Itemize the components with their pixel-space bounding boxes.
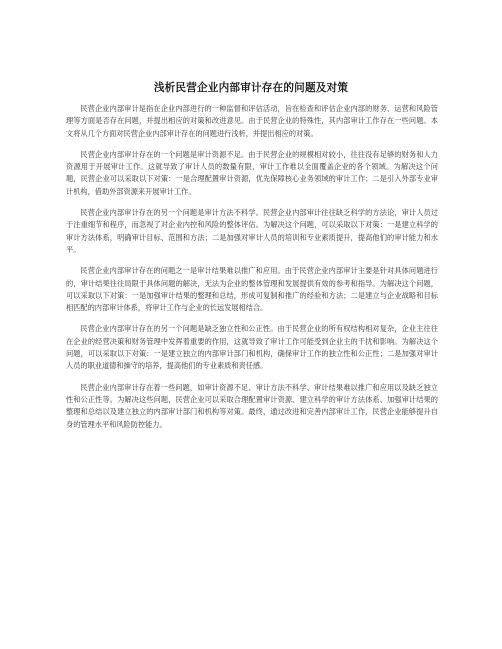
paragraph-audit-resources: 民营企业内部审计存在的一个问题是审计资源不足。由于民营企业的规模相对较小，往往没有足够的财务和人力资源用于开展审计工作。这就导致了审计人员的数量有限，审计工作难以全面覆盖企业的各个领域。为解决这个问题，民营企业可以采取以下对策：一是合理配置审计资源，优先保障核心业务领域的审计工作；二是引入外部专业审计机构，借助外部资源来开展审计工作。 bbox=[66, 149, 438, 196]
document-title: 浅析民营企业内部审计存在的问题及对策 bbox=[153, 82, 349, 94]
document-body bbox=[66, 103, 438, 440]
paragraph-audit-results: 民营企业内部审计存在的问题之一是审计结果难以推广和应用。由于民营企业内部审计主要是针对具体问题进行的，审计结果往往局限于具体问题的解决，无法为企业的整体管理和发展提供有效的参考和指导。为解决这个问题，可以采取以下对策：一是加强审计结果的整理和总结，形成可复制和推广的经验和方法；二是建立与企业战略和目标相匹配的内部审计体系，将审计工作与企业的长远发展相结合。 bbox=[66, 266, 438, 313]
paragraph-independence: 民营企业内部审计存在的另一个问题是缺乏独立性和公正性。由于民营企业的所有权结构相对复杂，企业主往往在企业的经营决策和财务管理中发挥着重要的作用，这就导致了审计工作可能受到企业主的干扰和影响。为解决这个问题，可以采取以下对策：一是建立独立的内部审计部门和机构，确保审计工作的独立性和公正性；二是加强对审计人员的职业道德和操守的培养，提高他们的专业素质和责任感。 bbox=[66, 324, 438, 371]
paragraph-conclusion: 民营企业内部审计存在着一些问题，如审计资源不足、审计方法不科学、审计结果难以推广和应用以及缺乏独立性和公正性等。为解决这些问题，民营企业可以采取合理配置审计资源、建立科学的审计方法体系、加强审计结果的整理和总结以及建立独立的内部审计部门和机构等对策。最终，通过改进和完善内部审计工作，民营企业能够提升自身的管理水平和风险防控能力。 bbox=[66, 382, 438, 429]
paragraph-audit-methods: 民营企业内部审计存在的另一个问题是审计方法不科学。民营企业内部审计往往缺乏科学的方法论，审计人员过于注重细节和程序，而忽视了对企业内控和风险的整体评估。为解决这个问题，可以采取以下对策：一是建立科学的审计方法体系，明确审计目标、范围和方法；二是加强对审计人员的培训和专业素质提升，提高他们的审计能力和水平。 bbox=[66, 208, 438, 254]
paragraph-intro: 民营企业内部审计是指在企业内部进行的一种监督和评估活动，旨在检查和评估企业内部的财务、运营和风险管理等方面是否存在问题，并提出相应的对策和改进意见。由于民营企业的特殊性，其内部审计工作存在一些问题。本文将从几个方面对民营企业内部审计存在的问题进行浅析，并提出相应的对策。 bbox=[66, 104, 438, 138]
